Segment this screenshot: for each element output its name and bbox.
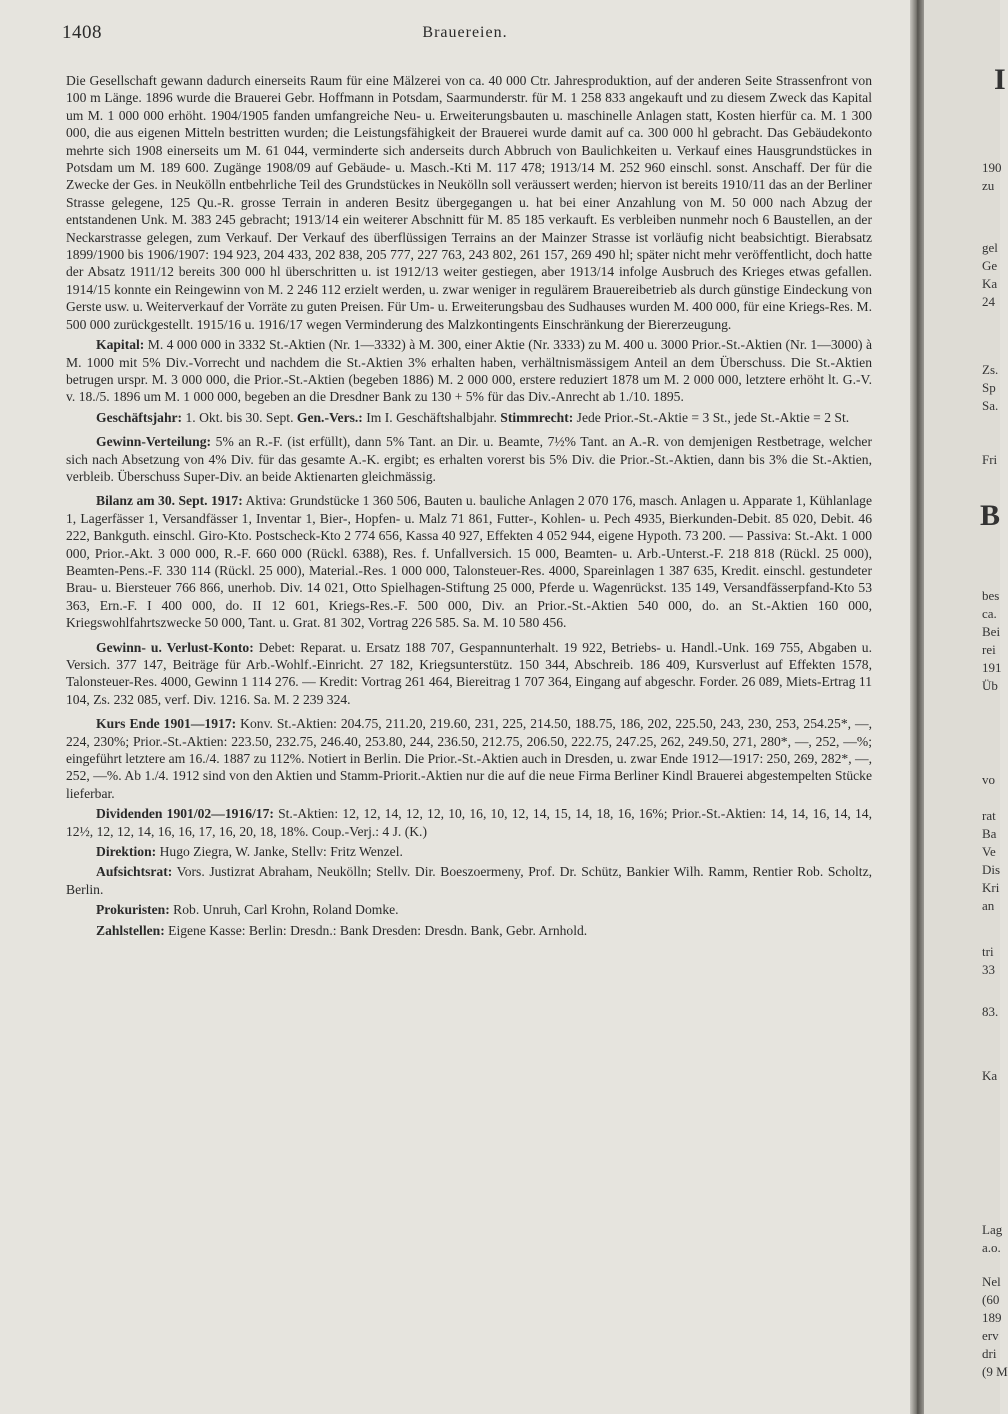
kurs-text: Konv. St.-Aktien: 204.75, 211.20, 219.60, 231, 225, 214.50, 188.75, 186, 202, 225.50, 243, 230, 253, 254.25*, —, 224, 230%; Prior.-St.-Aktien: 223.50, 232.75, 246.40, 253.80, 244, 236.50, 212.75, 206.50, 222.75, 247.25, 262, 249.50, 271, 280*, —, 252, —%; eingeführt letztere am 16./4. 1887 zu 112%. Notiert in Berlin. Die Prior.-St.-Aktien auch in Dresden, u. zwar Ende 1912—1917: 250, 269, 282*, —, 252, —%. Ab 1./4. 1912 sind von den Aktien und Stamm-Priorit.-Aktien nur die auf die neue Firma Berliner Kindl Brauerei abgestempelten Stücke lieferbar.	[66, 716, 872, 801]
history-paragraph	[66, 72, 872, 333]
facing-page-fragment: Dis	[982, 862, 1001, 877]
facing-page-fragment: Üb	[982, 678, 998, 693]
geschaeftsjahr-paragraph	[66, 409, 872, 426]
facing-page-fragment: Ge	[982, 258, 998, 273]
facing-page-fragment: an	[982, 898, 995, 913]
facing-page-fragment: Zs.	[982, 362, 999, 377]
gewinn-verteilung-label: Gewinn-Verteilung:	[96, 434, 212, 450]
facing-page-fragment: tri	[982, 944, 994, 959]
facing-page-fragment: vo	[982, 772, 995, 787]
dividenden-paragraph	[66, 805, 872, 840]
facing-page-fragment: Kri	[982, 880, 1000, 895]
kurs-paragraph	[66, 715, 872, 802]
facing-page-fragment: B	[980, 499, 1001, 532]
facing-page-fragment: 24	[982, 294, 995, 309]
facing-page-fragment: gel	[982, 240, 998, 255]
facing-page-fragment: rat	[982, 808, 996, 823]
kapital-text: M. 4 000 000 in 3332 St.-Aktien (Nr. 1—3332) à M. 300, einer Aktie (Nr. 3333) zu M. 400 u. 3000 Prior.-St.-Aktien (Nr. 1—3000) à M. 1000 mit 5% Div.-Vorrecht und nachdem die St.-Aktien 3% erhalten haben, verhältnismässigem Anteil an dem Überschuss. Die St.-Aktien betrugen urspr. M. 3 000 000, die Prior.-St.-Aktien (begeben 1886) M. 2 000 000, erstere reduziert 1878 um M. 2 000 000, letztere erhöht lt. G.-V. v. 18./5. 1896 um M. 1 000 000, begeben an die Dresdner Bank zu 130 + 5% für das Div.-Anrecht ab 1./10. 1895.	[66, 337, 872, 405]
facing-page-fragment: erv	[982, 1328, 999, 1343]
facing-page-fragment: Ka	[982, 1068, 998, 1083]
facing-page-fragment: ca.	[982, 606, 997, 621]
article-body	[66, 72, 872, 939]
gen-vers-text: Im I. Geschäftshalbjahr.	[366, 409, 497, 425]
facing-page-fragment: Fri	[982, 452, 998, 467]
gewinn-verteilung-paragraph	[66, 433, 872, 485]
facing-page-fragment: (9 M	[982, 1364, 1008, 1379]
history-text: Die Gesellschaft gewann dadurch einerseits Raum für eine Mälzerei von ca. 40 000 Ctr. Jahresproduktion, auf der anderen Seite Strassenfront von 100 m Länge. 1896 wurde die Brauerei Gebr. Hoffmann in Potsdam, Saarmunderstr. für M. 1 258 833 angekauft und zu diesem Zweck das Kapital um M. 1 000 000 erhöht. 1904/1905 fanden umfangreiche Neu- u. Erweiterungsbauten u. maschinelle Anlagen statt, Kosten hierfür ca. M. 1 300 000, die aus eigenen Mitteln bestritten wurden; die Leistungsfähigkeit der Brauerei wurde damit auf ca. 300 000 hl gebracht. Das Gebäudekonto mehrte sich 1908 einerseits um M. 61 044, verminderte sich anderseits durch Abbruch von Baulichkeiten u. Verkauf eines Hausgrundstückes in Potsdam um M. 189 600. Zugänge 1908/09 auf Gebäude- u. Masch.-Kti M. 117 478; 1913/14 M. 252 960 einschl. sonst. Anschaff. Der für die Zwecke der Ges. in Neukölln entbehrliche Teil des Grundstückes in Neukölln soll veräussert werden; hiervon ist bereits 1910/11 das an der Berliner Strasse gelegene, 125 Qu.-R. grosse Terrain in anderen Besitz übergegangen u. hat bei einer Anzahlung von M. 50 000 nach Abzug der entstandenen Unk. M. 383 245 gebracht; 1913/14 ein weiterer Abschnitt für M. 85 185 verkauft. Es verbleiben nunmehr noch 6 Baustellen, an der Neckarstrasse gelegen, zum Verkauf. Der Verkauf des überflüssigen Terrains an der Mainzer Strasse ist vorläufig nicht beabsichtigt. Bierabsatz 1899/1900 bis 1906/1907: 194 923, 204 433, 202 838, 205 777, 227 763, 243 802, 261 157, 269 490 hl; später nicht mehr veröffentlicht, doch hatte der Absatz 1911/12 bereits 300 000 hl überschritten u. ist 1912/13 weiter gestiegen, aber 1913/14 infolge Ausbruch des Krieges etwas gefallen. 1914/15 konnte ein Reingewinn von M. 2 246 112 erzielt werden, u. zwar weniger in regulärem Brauereibetrieb als durch günstige Eindeckung von Gerste usw. u. Weiterverkauf der Vorräte zu guten Preisen. Für Um- u. Erweiterungsbau des Sudhauses wurden M. 400 000, für eine Kriegs-Res. M. 500 000 zurückgestellt. 1915/16 u. 1916/17 wegen Verminderung des Malzkontingents Einschränkung der Biererzeugung.	[66, 73, 872, 332]
facing-page-fragment: 83.	[982, 1004, 999, 1019]
page-number: 1408	[62, 22, 102, 43]
facing-page-edge	[924, 0, 1008, 1414]
direktion-label: Direktion:	[96, 844, 157, 860]
facing-page-fragment: Bei	[982, 624, 1001, 639]
facing-page-fragment: a.o.	[982, 1240, 1001, 1255]
facing-page-fragment: Ba	[982, 826, 997, 841]
stimmrecht-label: Stimmrecht:	[500, 409, 574, 425]
facing-page-fragment: Nel	[982, 1274, 1001, 1289]
stimmrecht-text: Jede Prior.-St.-Aktie = 3 St., jede St.-Aktie = 2 St.	[576, 409, 850, 425]
kurs-label: Kurs Ende 1901—1917:	[96, 716, 237, 732]
facing-page-fragment: 190	[982, 160, 1002, 175]
facing-page-mark: I	[994, 63, 1006, 96]
aufsichtsrat-paragraph	[66, 863, 872, 898]
book-gutter	[910, 0, 924, 1414]
facing-page-fragment: 33	[982, 962, 995, 977]
facing-page-fragment: bes	[982, 588, 1000, 603]
aufsichtsrat-label: Aufsichtsrat:	[96, 864, 173, 880]
direktion-text: Hugo Ziegra, W. Janke, Stellv: Fritz Wenzel.	[159, 844, 403, 860]
zahlstellen-paragraph	[66, 922, 872, 939]
bilanz-paragraph	[66, 492, 872, 631]
facing-page-fragment: (60	[982, 1292, 1000, 1307]
dividenden-label: Dividenden 1901/02—1916/17:	[96, 806, 274, 822]
bilanz-text: Aktiva: Grundstücke 1 360 506, Bauten u. bauliche Anlagen 2 070 176, masch. Anlagen u. Apparate 1, Kühlanlage 1, Lagerfässer 1, Versandfässer 1, Inventar 1, Bier-, Hopfen- u. Malz 71 861, Futter-, Kohlen- u. Pech 4935, Bierkunden-Debit. 85 020, Debit. 46 222, Bankguth. einschl. Giro-Kto. Postscheck-Kto 2 774 656, Kassa 40 927, Effekten 4 052 944, eigene Hypoth. 73 200. — Passiva: St.-Akt. 1 000 000, Prior.-Akt. 3 000 000, R.-F. 660 000 (Rückl. 6388), Res. f. Unfallversich. 15 000, Beamten- u. Arb.-Unterst.-F. 218 818 (Rückl. 25 000), Beamten-Pens.-F. 330 114 (Rückl. 25 000), Material.-Res. 1 000 000, Talonsteuer-Res. 4000, Spareinlagen 1 387 635, Kredit. einschl. gestundeter Brau- u. Biersteuer 766 866, unerhob. Div. 14 021, Otto Spielhagen-Stiftung 25 000, Pferde u. Wagenrückst. 135 149, Versandfässerpfand-Kto 53 363, Ern.-F. I 400 000, do. II 12 601, Kriegs-Res.-F. 500 000, Div. an Prior.-St.-Aktien 540 000, do. an St.-Aktien 160 000, Kriegswohlfahrtszwecke 50 000, Tant. u. Grat. 81 302, Vortrag 226 585. Sa. M. 10 580 456.	[66, 493, 872, 631]
dividenden-text: St.-Aktien: 12, 12, 14, 12, 12, 10, 16, 10, 12, 14, 15, 14, 18, 16, 16%; Prior.-St.-Aktien: 14, 14, 16, 14, 14, 12½, 12, 12, 14, 16, 16, 17, 16, 20, 18, 18%. Coup.-Verj.: 4 J. (K.)	[66, 806, 872, 839]
prokuristen-text: Rob. Unruh, Carl Krohn, Roland Domke.	[173, 902, 399, 918]
direktion-paragraph	[66, 843, 872, 860]
facing-page-fragment: zu	[982, 178, 995, 193]
gewinn-verlust-text: Debet: Reparat. u. Ersatz 188 707, Gespannunterhalt. 19 922, Betriebs- u. Handl.-Unk. 169 755, Abgaben u. Versich. 377 147, Beiträge für Arb.-Wohlf.-Einricht. 27 182, Kriegsunterstütz. 150 344, Abschreib. 186 409, Kursverlust auf Effekten 1578, Talonsteuer-Res. 4000, Gewinn 1 114 276. — Kredit: Vortrag 261 464, Biereitrag 1 707 364, Eingang auf abgeschr. Forder. 26 089, Miets-Ertrag 11 104, Zs. 232 085, verf. Div. 1216. Sa. M. 2 239 324.	[66, 639, 872, 707]
facing-page-fragment: 189	[982, 1310, 1002, 1325]
gewinn-verteilung-text: 5% an R.-F. (ist erfüllt), dann 5% Tant. an Dir. u. Beamte, 7½% Tant. an A.-R. von demjenigen Restbetrage, welcher sich nach Absetzung von 4% Div. für das gesamte A.-K. ergibt; es erhalten vorerst bis 5% Div. die Prior.-St.-Aktien, dann bis 3% die St.-Aktien, verbleib. Überschuss Super-Div. an beide Aktienarten gleichmässig.	[66, 434, 872, 484]
gewinn-verlust-label: Gewinn- u. Verlust-Konto:	[96, 639, 254, 655]
facing-page-fragment: 191	[982, 660, 1002, 675]
facing-page-fragment: Ka	[982, 276, 998, 291]
gen-vers-label: Gen.-Vers.:	[296, 409, 363, 425]
prokuristen-label: Prokuristen:	[96, 902, 170, 918]
kapital-paragraph	[66, 336, 872, 406]
gewinn-verlust-paragraph	[66, 639, 872, 709]
zahlstellen-label: Zahlstellen:	[96, 922, 165, 938]
geschaeftsjahr-label: Geschäftsjahr:	[96, 409, 183, 425]
facing-page-fragment: Sa.	[982, 398, 999, 413]
facing-page-fragment: Lag	[982, 1222, 1003, 1237]
page-header	[62, 22, 868, 44]
geschaeftsjahr-text: 1. Okt. bis 30. Sept.	[185, 409, 294, 425]
kapital-label: Kapital:	[96, 337, 145, 353]
facing-page-fragment: dri	[982, 1346, 997, 1361]
aufsichtsrat-text: Vors. Justizrat Abraham, Neukölln; Stellv. Dir. Boeszoermeny, Prof. Dr. Schütz, Bankier Wilh. Ramm, Rentier Rob. Scholtz, Berlin.	[66, 864, 873, 897]
running-title: Brauereien.	[422, 24, 508, 41]
facing-page-fragment: rei	[982, 642, 996, 657]
facing-page-fragment: Ve	[982, 844, 996, 859]
zahlstellen-text: Eigene Kasse: Berlin: Dresdn.: Bank Dresden: Dresdn. Bank, Gebr. Arnhold.	[168, 922, 588, 938]
bilanz-label: Bilanz am 30. Sept. 1917:	[96, 493, 243, 509]
facing-page-fragment: Sp	[982, 380, 996, 395]
prokuristen-paragraph	[66, 901, 872, 918]
